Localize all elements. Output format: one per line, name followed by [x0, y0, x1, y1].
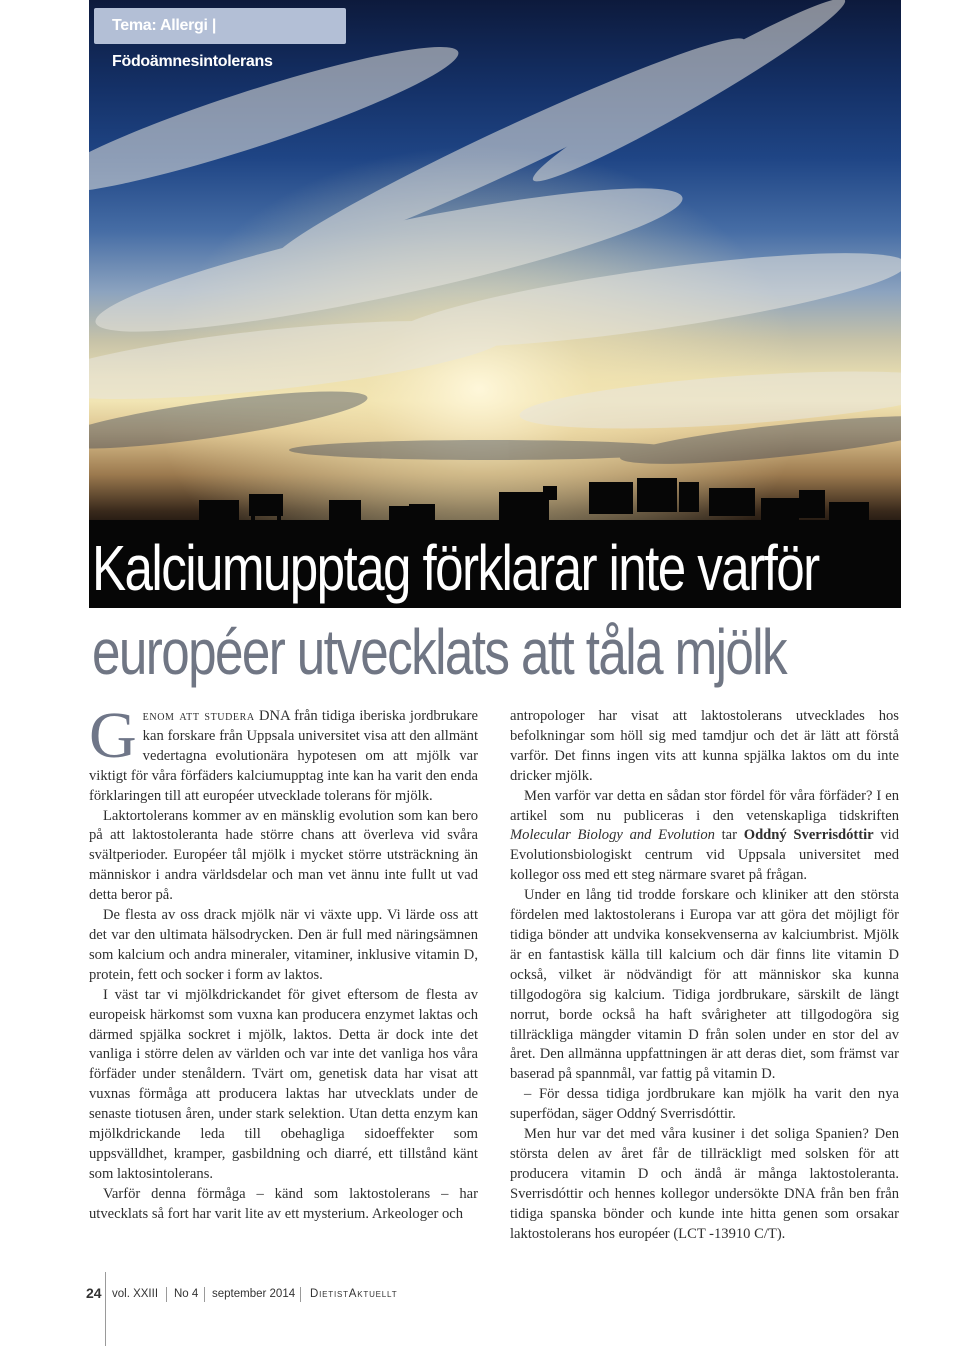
article-column-right: [510, 707, 899, 1244]
article-column-left: [89, 699, 478, 1225]
magazine-name: DietistAktuellt: [310, 1288, 398, 1300]
body-paragraph: Varför denna förmåga – känd som laktostolerans – har utvecklats så fort har varit lite av ett mysterium. Arkeologer och: [89, 1185, 478, 1222]
paragraph-text: tar: [714, 827, 744, 844]
body-paragraph: Men hur var det med våra kusiner i det soliga Spanien? Den största delen av året får de tillräckligt med solsken för att producera vitamin D och ändå är många laktostoleranta. Sverrisdóttir och hennes kollegor undersökte DNA från ben från tidiga spanska bönder och kunde inte hitta genen som orsakar laktostolerans hos européer (LCT -13910 C/T).: [510, 1126, 899, 1242]
journal-name: Molecular Biology and Evolution: [510, 827, 715, 844]
paragraph-text: Men varför var detta en sådan stor fördel för våra förfäder? I en artikel som nu publiceras i den vetenskapliga tidskriften: [510, 787, 899, 824]
lead-paragraph: [89, 699, 478, 807]
theme-tag: Tema: Allergi | Födoämnesintolerans: [94, 8, 346, 44]
body-paragraph: De flesta av oss drack mjölk när vi växte upp. Vi lärde oss att det var den ultimata hälsodrycken. Den är full med näringsämnen som kalcium och andra mineraler, vitaminer, inklusive vitamin D, protein, fett och socker i form av laktos.: [89, 907, 478, 983]
issue-date: september 2014: [212, 1288, 296, 1300]
footer-separator: [166, 1287, 167, 1302]
footer-divider: [105, 1272, 106, 1346]
body-paragraph: I väst tar vi mjölkdrickandet för givet eftersom de flesta av europeisk härkomst som vuxna kan producera enzymet laktas och därmed spjälka sockret i mjölk, laktos. Detta är dock inte det vanliga i större delen av världen och var inte det vanliga hos våra förfäder under stenåldern. Tvärt om, genetisk data har visat att vuxnas förmåga att producera laktas har utvecklats under de senaste tiotusen åren, under stark selektion. Utan detta enzym kan mjölkdrickande leda till obehagliga sidoeffekter som uppsvälldhet, kramper, gasbildning och diarré, ett tillstånd känt som laktosintolerans.: [89, 986, 478, 1182]
hero-photo: [89, 0, 901, 608]
body-paragraph: antropologer har visat att laktostolerans utvecklades hos befolkningar som höll sig med tamdjur och det är lätt att förstå varför. Det finns ingen vits att kunna spjälka laktos om du inte dricker mjölk.: [510, 708, 899, 784]
drop-cap: G: [89, 699, 137, 772]
lead-text: DNA från tidiga iberiska jordbrukare kan forskare från Uppsala universitet visa att den allmänt vedertagna evolutionära hypotesen om att mjölk var viktigt för våra förfäders kalciumupptag inte kan ha varit den enda förklaringen till att européer utvecklade tolerans för mjölk.: [89, 708, 478, 804]
issue-number: No 4: [174, 1288, 199, 1300]
researcher-name: Oddný Sverrisdóttir: [743, 827, 874, 844]
paragraph-text: vid Evolutionsbiologiskt centrum vid Uppsala universitet med kollegor oss med ett steg närmare svaret på frågan.: [510, 827, 900, 884]
volume: vol. XXIII: [112, 1288, 159, 1300]
headline-line-2: européer utvecklats att tåla mjölk: [92, 616, 787, 688]
body-paragraph: – För dessa tidiga jordbrukare kan mjölk ha varit den nya superfödan, säger Oddný Sverrisdóttir.: [510, 1086, 899, 1123]
footer-separator: [300, 1287, 301, 1302]
headline-line-1: Kalciumupptag förklarar inte varför: [92, 532, 819, 604]
body-paragraph: Laktortolerans kommer av en mänsklig evolution som kan bero på att laktostoleranta hade större chans att överleva vid svåra svältperioder. Européer tål mjölk i mycket större utsträckning än människor i andra världsdelar och man vet ännu inte fullt ut vad detta beror på.: [89, 807, 478, 904]
page-number: 24: [86, 1285, 102, 1301]
body-paragraph: [510, 787, 899, 887]
lead-smallcaps: enom att studera: [142, 708, 255, 724]
body-paragraph: Under en lång tid trodde forskare och kliniker att den största fördelen med laktostolerans i Europa var att göra det möjligt för tidiga bönder att undvika konsekvenserna av kalciumbrist. Mjölk är en fantastisk källa till kalcium och där finns lite vitamin D också, vilket är nödvändigt för att människor ska kunna tillgodogöra sig kalcium. Tidiga jordbrukare, särskilt de längt norrut, borde också ha haft svårigheter att tillgodogöra sig tillräckliga mängder vitamin D från solen under en stor del av året. Den allmänna uppfattningen är att deras diet, som främst var baserad på spannmål, var fattig på vitamin D.: [510, 887, 899, 1083]
sky-with-cattle-image: [89, 0, 901, 608]
footer-separator: [204, 1287, 205, 1302]
